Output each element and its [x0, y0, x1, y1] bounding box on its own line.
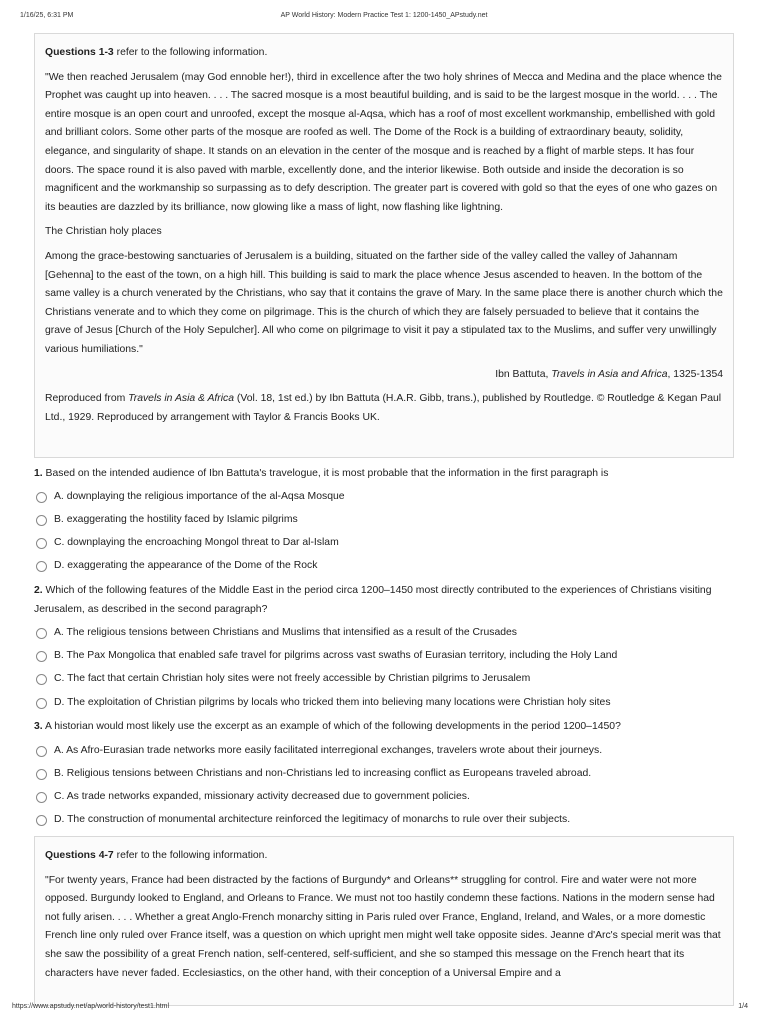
option-label: D. The exploitation of Christian pilgrims by locals who tricked them into believing many locations were Christian holy sites — [54, 697, 611, 708]
question-1-stem — [34, 465, 734, 484]
radio-button[interactable] — [36, 792, 47, 803]
print-page-number: 1/4 — [738, 1003, 748, 1010]
option-label: A. As Afro-Eurasian trade networks more easily facilitated interregional exchanges, travelers wrote about their journeys. — [54, 745, 603, 756]
attr-title: Travels in Asia and Africa — [551, 368, 668, 380]
passage-2-paragraph-1: "For twenty years, France had been distracted by the factions of Burgundy* and Orleans** struggling for control. Fire and water were not more opposed. Burgundy looked to England, and Orleans to France. We must not too hastily condemn these factions. Nations in the modern sense had not fully arisen. . . . Whether a great Anglo-French monarchy sitting in Paris ruled over France, England, Ireland, and Wales, or a more domestic French line only ruled over France itself, was a question on which upright men might well take opposite sides. Jeanne d'Arc's special merit was that she saw the possibility of a great French nation, self-centered, self-sufficient, and she so stamped this message on the French heart that its characters have never faded. Ecclesiastics, on the other hand, with their conception of a Universal Empire and a — [45, 874, 721, 979]
radio-button[interactable] — [36, 815, 47, 826]
question-text: A historian would most likely use the excerpt as an example of which of the following developments in the period 1200–1450? — [42, 721, 621, 732]
question-1-option-a[interactable] — [36, 490, 345, 504]
passage-1-subhead: The Christian holy places — [45, 226, 162, 238]
radio-button[interactable] — [36, 769, 47, 780]
question-number: 1. — [34, 468, 43, 479]
radio-button[interactable] — [36, 515, 47, 526]
passage-2-reference — [45, 847, 723, 866]
question-3-option-b[interactable] — [36, 767, 591, 781]
attr-years: , 1325-1354 — [667, 368, 723, 380]
print-url: https://www.apstudy.net/ap/world-history/test1.html — [12, 1003, 170, 1010]
passage-1-reference — [45, 44, 723, 63]
question-text: Which of the following features of the Middle East in the period circa 1200–1450 most directly contributed to the experiences of Christians visiting Jerusalem, as described in the second paragraph? — [34, 585, 712, 615]
radio-button[interactable] — [36, 746, 47, 757]
option-label: C. The fact that certain Christian holy sites were not freely accessible by Christian pilgrims to Jerusalem — [54, 673, 531, 684]
print-header — [20, 12, 748, 22]
question-2-option-a[interactable] — [36, 626, 517, 640]
option-label: A. The religious tensions between Christians and Muslims that intensified as a result of the Crusades — [54, 627, 518, 638]
question-3-stem — [34, 718, 734, 737]
option-label: B. Religious tensions between Christians and non-Christians led to increasing conflict as Europeans traveled abroad. — [54, 768, 592, 779]
option-label: C. downplaying the encroaching Mongol threat to Dar al-Islam — [54, 537, 339, 548]
question-1-option-d[interactable] — [36, 559, 317, 573]
radio-button[interactable] — [36, 698, 47, 709]
passage-1-paragraph-2: Among the grace-bestowing sanctuaries of Jerusalem is a building, situated on the farther side of the valley called the valley of Jahannam [Gehenna] to the east of the town, on a high hill. This building is said to mark the place whence Jesus ascended to heaven. In the bottom of the same valley is a church venerated by the Christians, who say that it contains the grave of Mary. In the same place there is another church which the Christians venerate and to which they come on pilgrimage. This is the church of which they are falsely persuaded to believe that it contains the grave of Jesus [Church of the Holy Sepulcher]. All who come on pilgrimage to visit it pay a stipulated tax to the Muslims, and suffer very unwillingly various humiliations." — [45, 250, 723, 355]
attr-author: Ibn Battuta, — [495, 368, 552, 380]
passage-1-paragraph-1: "We then reached Jerusalem (may God ennoble her!), third in excellence after the two holy shrines of Mecca and Medina and the place whence the Prophet was caught up into heaven. . . . The sacred mosque is a most beautiful building, and is said to be the largest mosque in the world. . . . The entire mosque is an open court and unroofed, except the mosque al-Aqsa, which has a roof of most excellent workmanship, embellished with gold and brilliant colors. Some other parts of the mosque are roofed as well. The Dome of the Rock is a building of extraordinary beauty, solidity, elegance, and singularity of shape. It stands on an elevation in the center of the mosque and is reached by a flight of marble steps. It has four doors. The space round it is also paved with marble, excellently done, and the interior likewise. Both outside and inside the decoration is so magnificent and the workmanship so surpassing as to defy description. The greater part is covered with gold so that the eyes of one who gazes on its beauties are dazzled by its brilliance, now glowing like a mass of light, now flashing like lightning. — [45, 71, 722, 213]
question-3-option-d[interactable] — [36, 813, 570, 827]
question-1-option-b[interactable] — [36, 513, 298, 527]
passage-2-box — [34, 836, 734, 1006]
print-date: 1/16/25, 6:31 PM — [20, 12, 74, 19]
passage-2-ref-rest: refer to the following information. — [113, 850, 268, 861]
question-number: 2. — [34, 585, 43, 596]
passage-1-ref-bold: Questions 1-3 — [45, 47, 114, 58]
print-title: AP World History: Modern Practice Test 1: 1200-1450_APstudy.net — [280, 12, 488, 19]
question-2-option-d[interactable] — [36, 696, 611, 710]
option-label: D. exaggerating the appearance of the Dome of the Rock — [54, 560, 318, 571]
passage-1-ref-rest: refer to the following information. — [113, 47, 268, 58]
radio-button[interactable] — [36, 651, 47, 662]
question-number: 3. — [34, 721, 43, 732]
question-2-option-c[interactable] — [36, 672, 530, 686]
passage-1-source — [45, 390, 723, 427]
question-3-option-a[interactable] — [36, 744, 602, 758]
passage-1-attribution — [45, 366, 723, 385]
question-1-option-c[interactable] — [36, 536, 339, 550]
source-title: Travels in Asia & Africa — [128, 393, 235, 405]
question-text: Based on the intended audience of Ibn Battuta's travelogue, it is most probable that the information in the first paragraph is — [42, 468, 609, 479]
option-label: A. downplaying the religious importance of the al-Aqsa Mosque — [54, 491, 345, 502]
radio-button[interactable] — [36, 628, 47, 639]
option-label: D. The construction of monumental architecture reinforced the legitimacy of monarchs to rule over their subjects. — [54, 814, 571, 825]
print-footer — [12, 1003, 748, 1010]
radio-button[interactable] — [36, 538, 47, 549]
source-pre: Reproduced from — [45, 393, 129, 405]
question-3-option-c[interactable] — [36, 790, 470, 804]
radio-button[interactable] — [36, 561, 47, 572]
option-label: B. exaggerating the hostility faced by Islamic pilgrims — [54, 514, 298, 525]
question-2-stem — [34, 582, 734, 619]
question-2-option-b[interactable] — [36, 649, 617, 663]
option-label: C. As trade networks expanded, missionary activity decreased due to government policies. — [54, 791, 470, 802]
passage-2-ref-bold: Questions 4-7 — [45, 850, 114, 861]
source-rest: (Vol. 18, 1st ed.) by Ibn Battuta (H.A.R. Gibb, trans.), published by Routledge. © Routledge & Kegan Paul Ltd., 1929. Reproduced by arrangement with Taylor & Francis Books UK. — [45, 393, 722, 423]
option-label: B. The Pax Mongolica that enabled safe travel for pilgrims across vast swaths of Eurasian territory, including the Holy Land — [54, 650, 618, 661]
passage-1-box — [34, 33, 734, 458]
radio-button[interactable] — [36, 492, 47, 503]
radio-button[interactable] — [36, 674, 47, 685]
